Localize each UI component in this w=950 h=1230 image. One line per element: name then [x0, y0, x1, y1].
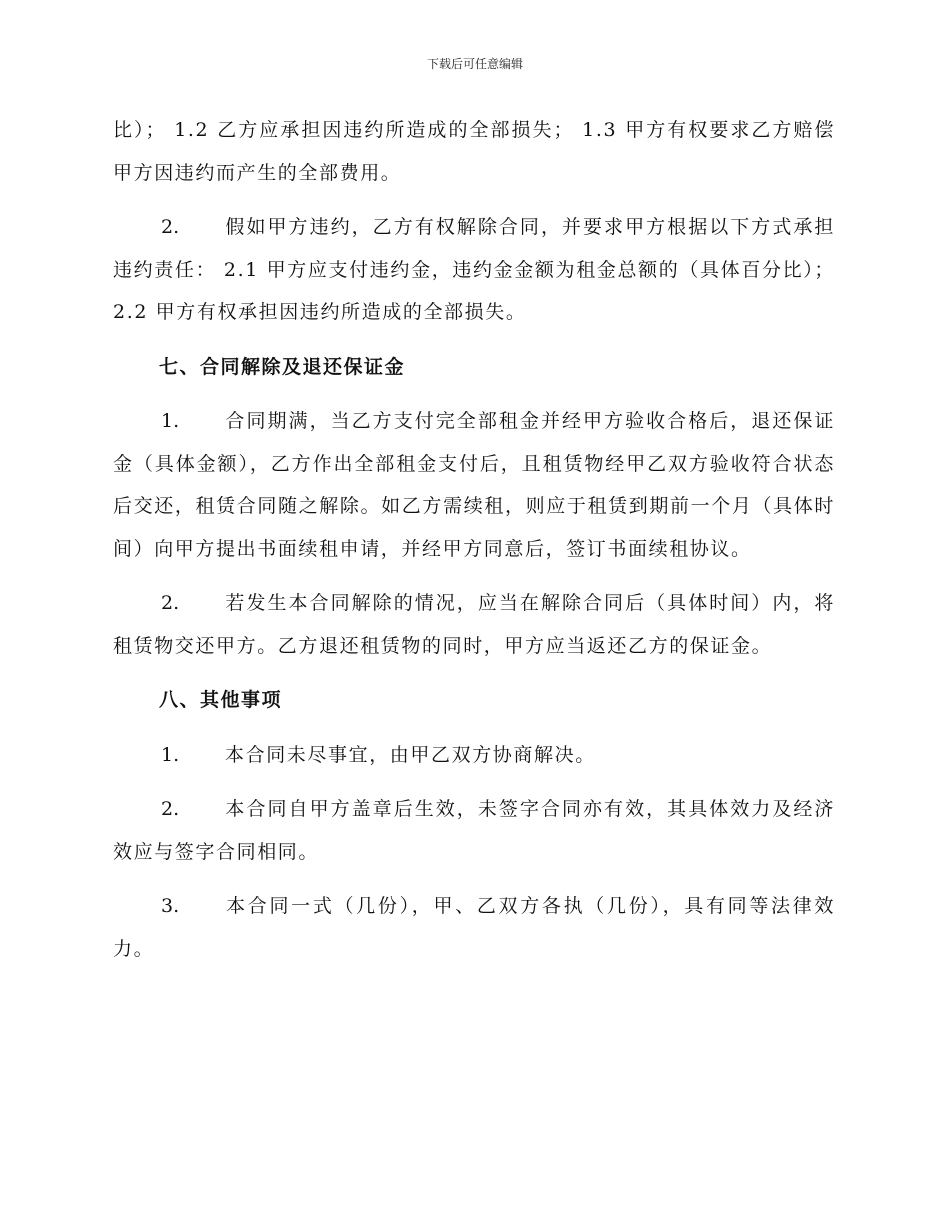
item-text: 本合同一式（几份），甲、乙双方各执（几份），具有同等法律效力。	[113, 895, 835, 960]
document-body	[113, 109, 835, 970]
item-number: 1.	[161, 743, 180, 766]
section7-item-2	[113, 582, 835, 667]
item-number: 2.	[161, 216, 180, 238]
page-header: 下载后可任意编辑	[426, 57, 523, 71]
item-number: 2.	[161, 592, 180, 614]
item-number: 2.	[161, 798, 180, 820]
section8-item-2	[113, 788, 835, 873]
section8-item-3	[113, 885, 835, 970]
item-text: 合同期满，当乙方支付完全部租金并经甲方验收合格后，退还保证金（具体金额），乙方作出全部租金支付后，且租赁物经甲乙双方验收符合状态后交还，租赁合同随之解除。如乙方需续租，则应于租赁到期前一个月（具体时间）向甲方提出书面续租申请，并经甲方同意后，签订书面续租协议。	[113, 410, 835, 560]
section8-item-1	[113, 734, 835, 777]
item-number: 3.	[161, 895, 180, 917]
item-number: 1.	[161, 410, 180, 432]
continued-paragraph: 比）； 1.2 乙方应承担因违约所造成的全部损失； 1.3 甲方有权要求乙方赔偿甲方因违约而产生的全部费用。	[113, 119, 835, 184]
section6-item-2	[113, 206, 835, 334]
section8-heading: 八、其他事项	[159, 689, 283, 711]
item-text: 假如甲方违约，乙方有权解除合同，并要求甲方根据以下方式承担违约责任： 2.1 甲方应支付违约金，违约金金额为租金总额的（具体百分比）； 2.2 甲方有权承担因违约所造成的全部损失。	[113, 216, 835, 323]
section7-heading: 七、合同解除及退还保证金	[159, 355, 406, 378]
item-text: 本合同未尽事宜，由甲乙双方协商解决。	[225, 743, 596, 766]
item-text: 本合同自甲方盖章后生效，未签字合同亦有效，其具体效力及经济效应与签字合同相同。	[113, 798, 835, 863]
section7-item-1	[113, 400, 835, 570]
item-text: 若发生本合同解除的情况，应当在解除合同后（具体时间）内，将租赁物交还甲方。乙方退还租赁物的同时，甲方应当返还乙方的保证金。	[113, 592, 835, 657]
